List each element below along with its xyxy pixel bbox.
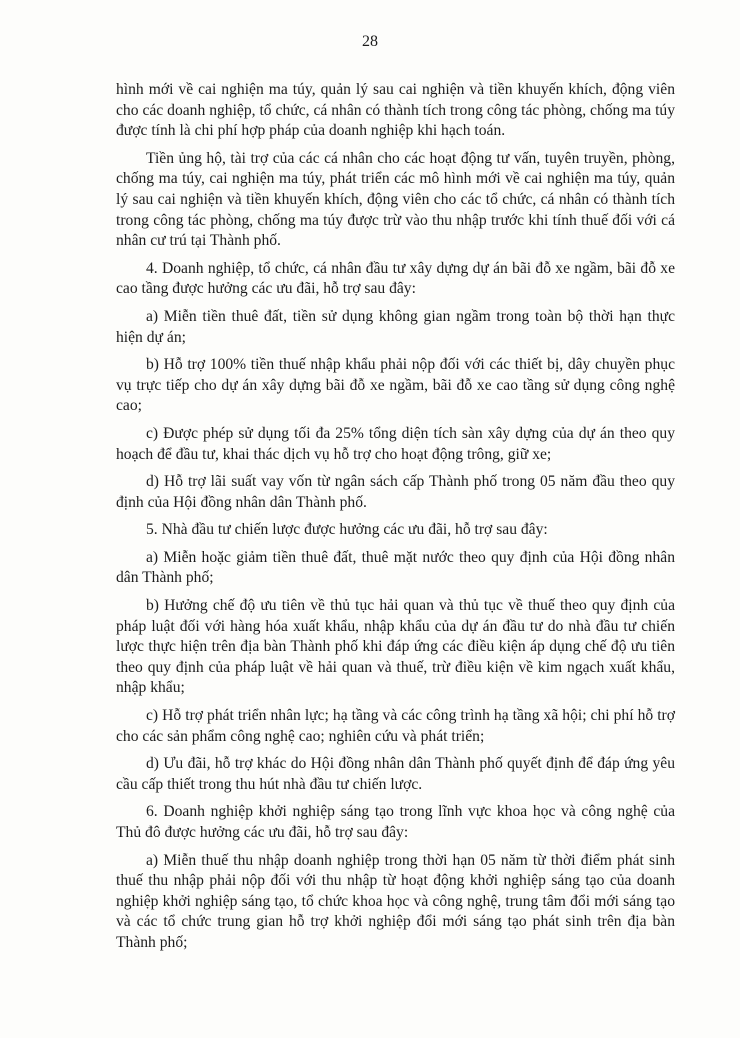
paragraph: d) Ưu đãi, hỗ trợ khác do Hội đồng nhân dân Thành phố quyết định để đáp ứng yêu cầu cấp thiết trong thu hút nhà đầu tư chiến lược. <box>116 755 675 793</box>
paragraph: a) Miễn thuế thu nhập doanh nghiệp trong thời hạn 05 năm từ thời điểm phát sinh thuế thu nhập phải nộp đối với thu nhập từ hoạt động khởi nghiệp sáng tạo của doanh nghiệp khởi nghiệp sáng tạo, tổ chức khoa học và công nghệ, trung tâm đổi mới sáng tạo và các tổ chức trung gian hỗ trợ khởi nghiệp đổi mới sáng tạo phát sinh trên địa bàn Thành phố; <box>116 851 675 951</box>
paragraph: 6. Doanh nghiệp khởi nghiệp sáng tạo trong lĩnh vực khoa học và công nghệ của Thủ đô được hưởng các ưu đãi, hỗ trợ sau đây: <box>116 803 675 841</box>
paragraph: 4. Doanh nghiệp, tổ chức, cá nhân đầu tư xây dựng dự án bãi đỗ xe ngầm, bãi đỗ xe cao tầng được hưởng các ưu đãi, hỗ trợ sau đây: <box>116 259 675 298</box>
paragraph: 5. Nhà đầu tư chiến lược được hưởng các ưu đãi, hỗ trợ sau đây: <box>146 521 548 539</box>
paragraph: Tiền ủng hộ, tài trợ của các cá nhân cho các hoạt động tư vấn, tuyên truyền, phòng, chống ma túy, cai nghiện ma túy, phát triển các mô hình mới về cai nghiện ma túy, quản lý sau cai nghiện và tiền khuyến khích, động viên cho các tổ chức, cá nhân có thành tích trong công tác phòng, chống ma túy được trừ vào thu nhập trước khi tính thuế đối với cá nhân cư trú tại Thành phố. <box>116 149 675 250</box>
paragraph: c) Được phép sử dụng tối đa 25% tổng diện tích sàn xây dựng của dự án theo quy hoạch để đầu tư, khai thác dịch vụ hỗ trợ cho hoạt động trông, giữ xe; <box>116 424 675 463</box>
paragraph: a) Miễn hoặc giảm tiền thuê đất, thuê mặt nước theo quy định của Hội đồng nhân dân Thành phố; <box>116 548 675 587</box>
paragraph: c) Hỗ trợ phát triển nhân lực; hạ tầng và các công trình hạ tầng xã hội; chi phí hỗ trợ cho các sản phẩm công nghệ cao; nghiên cứu và phát triển; <box>116 707 675 745</box>
page-number: 28 <box>362 33 378 50</box>
paragraph: a) Miễn tiền thuê đất, tiền sử dụng không gian ngầm trong toàn bộ thời hạn thực hiện dự án; <box>116 307 675 346</box>
paragraph: hình mới về cai nghiện ma túy, quản lý sau cai nghiện và tiền khuyến khích, động viên cho các doanh nghiệp, tổ chức, cá nhân có thành tích trong công tác phòng, chống ma túy được tính là chi phí hợp pháp của doanh nghiệp khi hạch toán. <box>116 81 675 140</box>
paragraph: d) Hỗ trợ lãi suất vay vốn từ ngân sách cấp Thành phố trong 05 năm đầu theo quy định của Hội đồng nhân dân Thành phố. <box>116 473 675 511</box>
paragraph: b) Hỗ trợ 100% tiền thuế nhập khẩu phải nộp đối với các thiết bị, dây chuyền phục vụ trực tiếp cho dự án xây dựng bãi đỗ xe ngầm, bãi đỗ xe cao tầng sử dụng công nghệ cao; <box>116 356 675 415</box>
document-body <box>116 80 675 961</box>
paragraph: b) Hưởng chế độ ưu tiên về thủ tục hải quan và thủ tục về thuế theo quy định của pháp luật đối với hàng hóa xuất khẩu, nhập khẩu của dự án đầu tư do nhà đầu tư chiến lược thực hiện trên địa bàn Thành phố khi đáp ứng các điều kiện áp dụng chế độ ưu tiên theo quy định của pháp luật về hải quan và thuế, trừ điều kiện về kim ngạch xuất khẩu, nhập khẩu; <box>116 597 675 697</box>
